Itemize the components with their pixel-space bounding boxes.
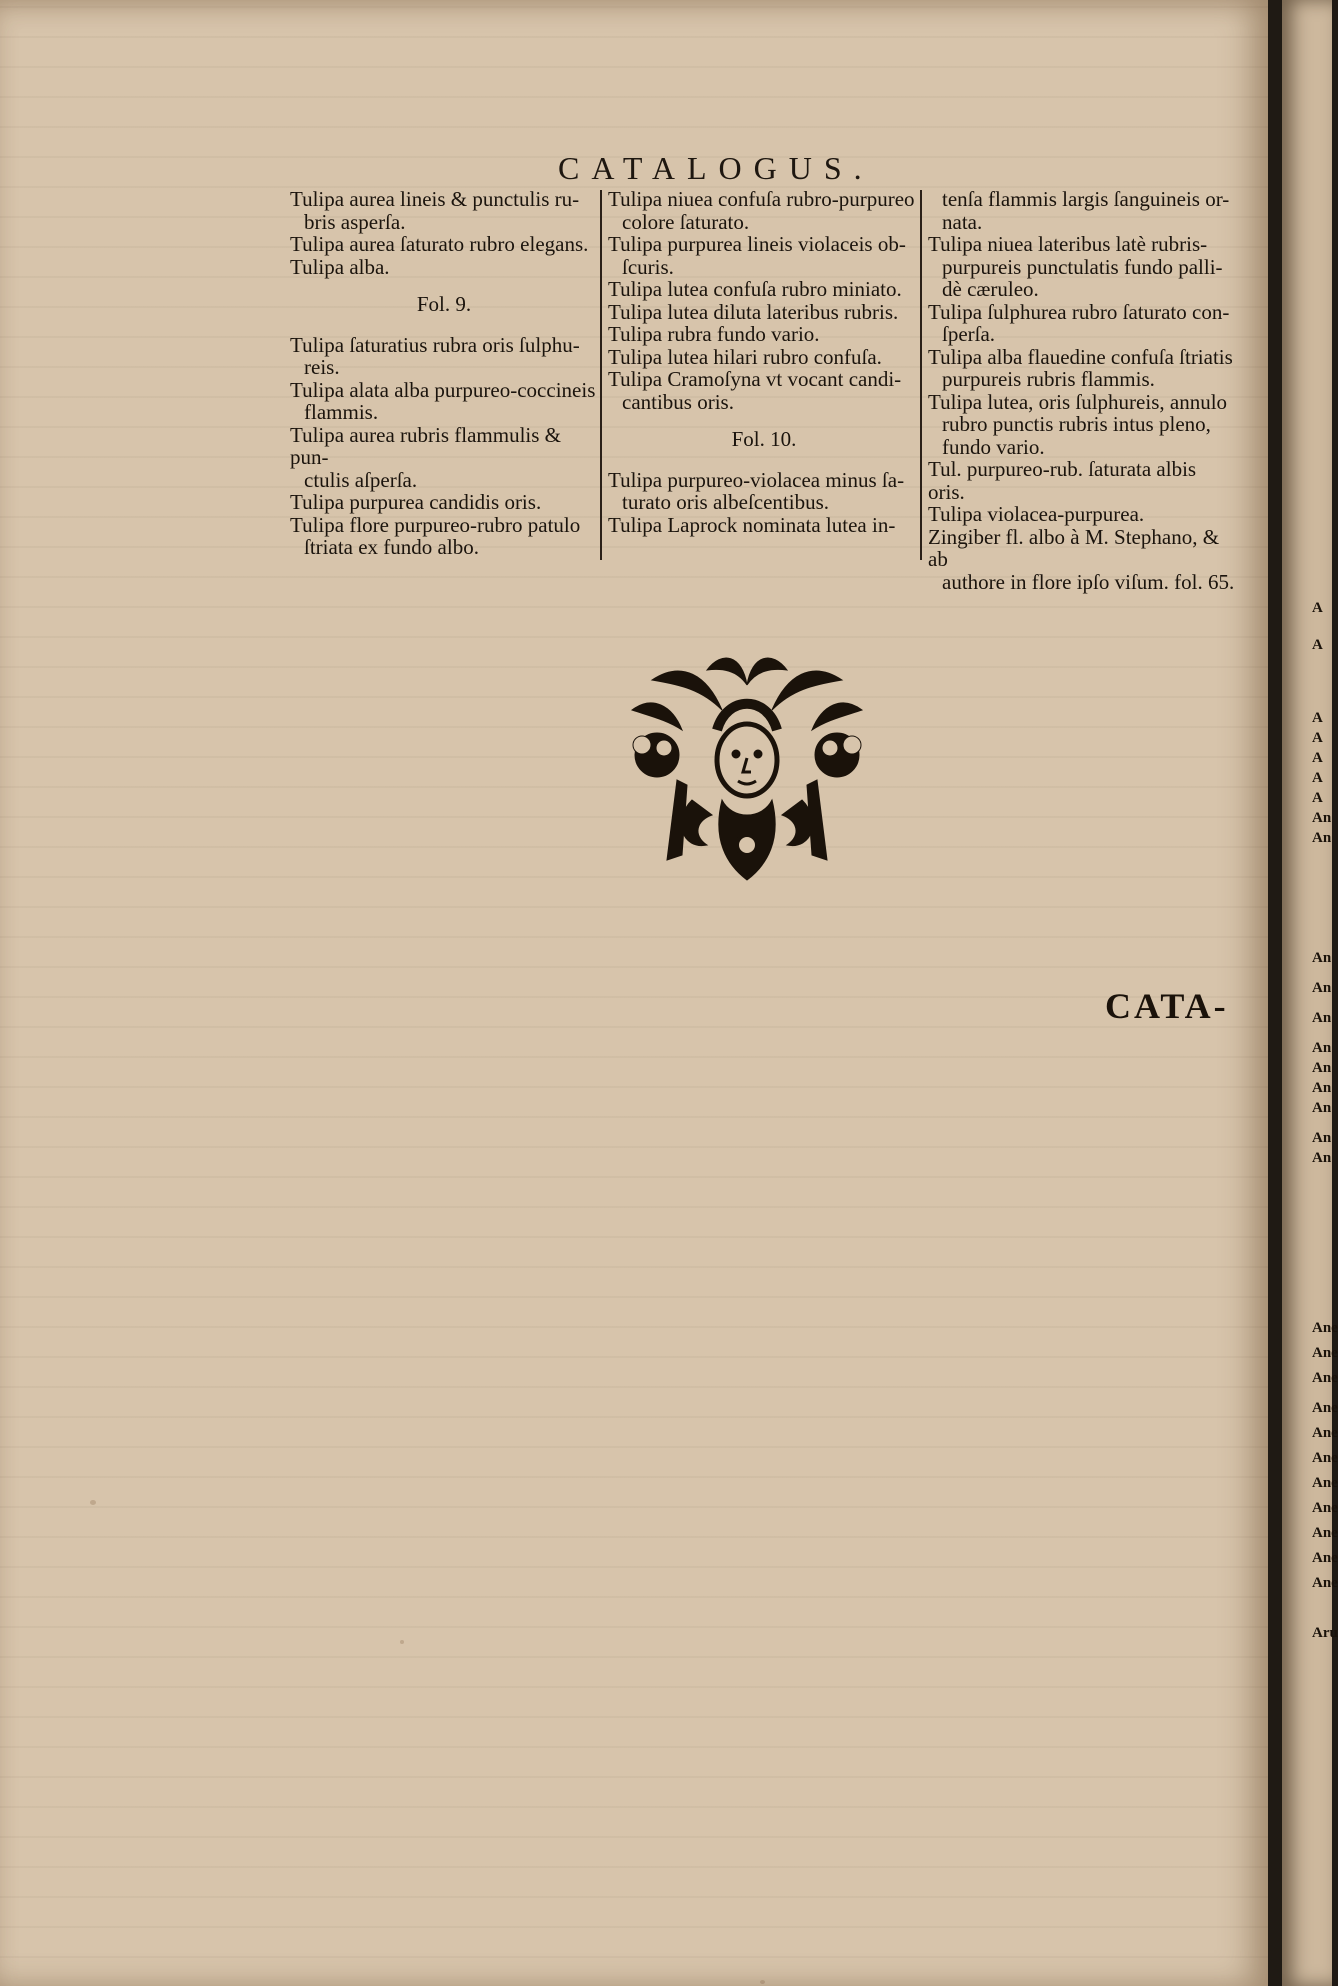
adjacent-page-text-fragment: Ane xyxy=(1312,1320,1338,1336)
column-rule xyxy=(600,190,602,560)
entry-line: ſcuris. xyxy=(622,254,674,279)
entry-line: Tulipa purpurea lineis violaceis ob- xyxy=(608,232,906,256)
entry-line: dè cæruleo. xyxy=(942,277,1039,301)
entry-line: Tulipa lutea confuſa rubro miniato. xyxy=(608,277,902,301)
catalogue-entry xyxy=(290,424,598,492)
adjacent-page-text-fragment: Ane xyxy=(1312,1575,1338,1591)
entry-line: turato oris albeſcentibus. xyxy=(622,490,830,514)
catalogue-entry xyxy=(928,301,1238,346)
adjacent-page-text-fragment: An xyxy=(1312,1060,1332,1076)
entry-line: Tulipa Cramoſyna vt vocant candi- xyxy=(608,367,902,391)
catalogue-entry xyxy=(928,233,1238,301)
adjacent-page-text-fragment: An xyxy=(1312,1080,1332,1096)
catalogue-entry xyxy=(608,368,920,413)
catalogue-entry xyxy=(928,526,1238,594)
catalogue-entry xyxy=(928,503,1238,526)
fleuron-ornament-icon xyxy=(612,650,882,895)
catalogue-entry xyxy=(290,334,598,379)
entry-line: Tulipa purpurea candidis oris. xyxy=(290,490,542,514)
adjacent-page-text-fragment: A xyxy=(1312,730,1323,746)
adjacent-page-text-fragment: Ane xyxy=(1312,1425,1338,1441)
adjacent-page-text-fragment: An xyxy=(1312,980,1332,996)
entry-line: Tulipa ſaturatius rubra oris ſulphu- xyxy=(290,332,580,357)
entry-line: Zingiber fl. albo à M. Stephano, & ab xyxy=(928,524,1220,571)
adjacent-page-text-fragment: An xyxy=(1312,1150,1332,1166)
entry-line: bris asperſa. xyxy=(304,209,406,234)
catalogue-column-2 xyxy=(608,188,920,536)
adjacent-page-text-fragment: A xyxy=(1312,637,1323,653)
entry-line: reis. xyxy=(304,355,340,379)
entry-line: Tulipa niuea confuſa rubro-purpureo xyxy=(608,187,915,211)
entry-line: Tulipa lutea diluta lateribus rubris. xyxy=(608,299,899,324)
foxing-spot xyxy=(400,1640,404,1644)
catchword: CATA- xyxy=(1105,986,1229,1026)
entry-line: Tulipa aurea ſaturato rubro elegans. xyxy=(290,232,589,256)
adjacent-page-text-fragment: A xyxy=(1312,770,1323,786)
catalogue-entry xyxy=(608,188,920,233)
adjacent-page-text-fragment: Ane xyxy=(1312,1450,1338,1466)
adjacent-page-text-fragment: Ane xyxy=(1312,1370,1338,1386)
entry-line: Tulipa aurea lineis & punctulis ru- xyxy=(290,187,580,211)
foxing-spot xyxy=(90,1500,96,1505)
entry-line: Tulipa ſulphurea rubro ſaturato con- xyxy=(928,299,1230,324)
adjacent-page-edge xyxy=(1282,0,1338,1986)
catalogue-entry xyxy=(608,514,920,537)
adjacent-page-text-fragment: An xyxy=(1312,1040,1332,1056)
entry-line: rubro punctis rubris intus pleno, xyxy=(942,412,1211,436)
entry-line: purpureis punctulatis fundo palli- xyxy=(942,254,1223,279)
entry-line: Tulipa aurea rubris flammulis & pun- xyxy=(290,422,562,469)
adjacent-page-text-fragment: Ane xyxy=(1312,1475,1338,1491)
adjacent-page-text-fragment: An xyxy=(1312,1130,1332,1146)
entry-line: cantibus oris. xyxy=(622,389,734,414)
catalogue-entry xyxy=(290,188,598,233)
catalogue-entry xyxy=(608,301,920,324)
entry-line: colore ſaturato. xyxy=(622,209,750,234)
catalogue-entry xyxy=(290,379,598,424)
adjacent-page-text-fragment: A xyxy=(1312,750,1323,766)
adjacent-page-text-fragment: An xyxy=(1312,1010,1332,1026)
entry-line: Tulipa lutea hilari rubro confuſa. xyxy=(608,344,882,369)
entry-line: fundo vario. xyxy=(942,434,1045,459)
catalogue-entry xyxy=(608,469,920,514)
catalogue-entry xyxy=(928,188,1238,233)
entry-line: Tulipa alata alba purpureo-coccineis xyxy=(290,377,596,402)
entry-line: Tulipa violacea-purpurea. xyxy=(928,502,1145,526)
adjacent-page-text-fragment: A xyxy=(1312,790,1323,806)
entry-line: Tulipa Laprock nominata lutea in- xyxy=(608,512,896,537)
entry-line: Tulipa lutea, oris ſulphureis, annulo xyxy=(928,389,1228,414)
entry-line: flammis. xyxy=(304,400,379,424)
catalogue-column-3 xyxy=(928,188,1238,593)
entry-line: purpureis rubris flammis. xyxy=(942,367,1155,391)
entry-line: ctulis aſperſa. xyxy=(304,467,418,492)
adjacent-page-text-fragment: Ane xyxy=(1312,1400,1338,1416)
catalogue-entry xyxy=(608,278,920,301)
catalogue-entry xyxy=(290,514,598,559)
column-rule xyxy=(920,190,922,560)
adjacent-page-text-fragment: An xyxy=(1312,950,1332,966)
catalogue-entry xyxy=(290,233,598,256)
entry-line: tenſa flammis largis ſanguineis or- xyxy=(942,187,1230,211)
catalogue-entry xyxy=(290,491,598,514)
catalogue-entry xyxy=(290,256,598,279)
catalogue-entry xyxy=(608,233,920,278)
adjacent-page-text-fragment: An xyxy=(1312,1100,1332,1116)
folio-heading: Fol. 9. xyxy=(416,292,472,316)
catalogue-entry xyxy=(608,346,920,369)
adjacent-page-text-fragment: An xyxy=(1312,830,1332,846)
entry-line: Tulipa niuea lateribus latè rubris- xyxy=(928,232,1208,256)
adjacent-page-text-fragment: Ane xyxy=(1312,1500,1338,1516)
catalogue-column-1 xyxy=(290,188,598,559)
catalogue-entry xyxy=(928,458,1238,503)
entry-line: Tulipa flore purpureo-rubro patulo xyxy=(290,512,581,537)
entry-line: ſtriata ex fundo albo. xyxy=(304,535,479,559)
foxing-spot xyxy=(760,1980,765,1984)
adjacent-page-text-fragment: An xyxy=(1312,810,1332,826)
adjacent-page-text-fragment: A xyxy=(1312,710,1323,726)
entry-line: Tul. purpureo-rub. ſaturata albis oris. xyxy=(928,457,1197,504)
entry-line: nata. xyxy=(942,209,983,234)
folio-heading: Fol. 10. xyxy=(731,427,797,451)
entry-line: Tulipa rubra fundo vario. xyxy=(608,322,820,346)
entry-line: Tulipa alba. xyxy=(290,254,390,279)
entry-line: Tulipa purpureo-violacea minus ſa- xyxy=(608,467,905,492)
adjacent-page-text-fragment: A xyxy=(1312,600,1323,616)
catalogue-entry xyxy=(928,391,1238,459)
entry-line: Tulipa alba flauedine confuſa ſtriatis xyxy=(928,344,1233,369)
catalogue-entry xyxy=(928,346,1238,391)
adjacent-page-text-fragment: Ane xyxy=(1312,1550,1338,1566)
adjacent-page-text-fragment: Ane xyxy=(1312,1525,1338,1541)
adjacent-page-text-fragment: Ane xyxy=(1312,1345,1338,1361)
catalogue-entry xyxy=(608,323,920,346)
running-title: CATALOGUS. xyxy=(558,150,874,186)
entry-line: ſperſa. xyxy=(942,322,996,346)
adjacent-page-text-fragment: Aru xyxy=(1312,1625,1338,1641)
entry-line: authore in flore ipſo viſum. fol. 65. xyxy=(942,569,1235,594)
